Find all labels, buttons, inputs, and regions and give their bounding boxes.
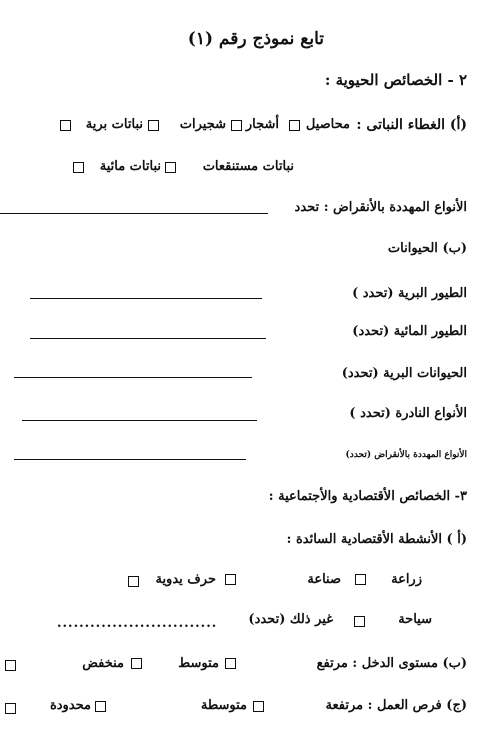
- rare-species-label: الأنواع النادرة (تحدد ): [349, 406, 467, 421]
- other-activity-label: غير ذلك (تحدد): [248, 612, 333, 627]
- vegetation-cover-label: (أ) الغطاء النباتى :: [356, 117, 467, 133]
- water-birds-field[interactable]: [30, 338, 266, 339]
- shrubs-option-label: شجيرات: [179, 117, 226, 132]
- section-2-heading: ٢ - الخصائص الحيوية :: [324, 71, 467, 89]
- job-opportunities-label: (ج) فرص العمل : مرتفعة: [325, 698, 467, 713]
- crops-checkbox[interactable]: [289, 120, 300, 131]
- endangered-animals-field[interactable]: [14, 459, 246, 460]
- jobs-medium-label: متوسطة: [200, 698, 247, 713]
- wild-animals-label: الحيوانات البرية (تحدد): [341, 366, 467, 381]
- income-low-checkbox[interactable]: [5, 660, 16, 671]
- land-birds-field[interactable]: [30, 298, 262, 299]
- trees-option-label: أشجار: [245, 117, 279, 132]
- rare-species-field[interactable]: [22, 420, 257, 421]
- industry-checkbox[interactable]: [225, 574, 236, 585]
- aquatic-plants-option-label: نباتات مائية: [99, 159, 161, 174]
- agriculture-checkbox[interactable]: [355, 574, 366, 585]
- jobs-limited-checkbox[interactable]: [5, 703, 16, 714]
- industry-option-label: صناعة: [307, 572, 341, 587]
- economic-activities-label: (أ ) الأنشطة الأقتصادية السائدة :: [286, 532, 467, 547]
- jobs-limited-label: محدودة: [49, 698, 91, 713]
- wild-plants-option-label: نباتات برية: [85, 117, 143, 132]
- trees-checkbox[interactable]: [231, 120, 242, 131]
- handicrafts-checkbox[interactable]: [128, 576, 139, 587]
- endangered-species-field[interactable]: [0, 213, 268, 214]
- marsh-plants-checkbox[interactable]: [165, 162, 176, 173]
- income-level-label: (ب) مستوى الدخل : مرتفع: [316, 656, 467, 671]
- wild-animals-field[interactable]: [14, 377, 252, 378]
- wild-plants-checkbox[interactable]: [60, 120, 71, 131]
- income-low-label: منخفض: [82, 656, 124, 671]
- water-birds-label: الطيور المائية (تحدد): [352, 324, 467, 339]
- income-medium-checkbox[interactable]: [131, 658, 142, 669]
- land-birds-label: الطيور البرية (تحدد ): [352, 286, 467, 301]
- animals-label: (ب) الحيوانات: [387, 241, 467, 256]
- income-medium-label: متوسط: [178, 656, 219, 671]
- aquatic-plants-checkbox[interactable]: [73, 162, 84, 173]
- section-3-heading: ٣- الخصائص الأقتصادية والأجتماعية :: [268, 489, 467, 504]
- endangered-animals-label: الأنواع المهددة بالأنقراض (تحدد): [345, 450, 467, 460]
- agriculture-option-label: زراعة: [391, 572, 422, 587]
- income-high-checkbox[interactable]: [225, 658, 236, 669]
- tourism-option-label: سياحة: [398, 612, 432, 627]
- handicrafts-option-label: حرف يدوية: [155, 572, 216, 587]
- crops-option-label: محاصيل: [305, 117, 350, 132]
- tourism-checkbox[interactable]: [354, 616, 365, 627]
- jobs-high-checkbox[interactable]: [253, 701, 264, 712]
- marsh-plants-option-label: نباتات مستنقعات: [202, 159, 294, 174]
- page-title: تابع نموذج رقم (١): [187, 29, 324, 49]
- shrubs-checkbox[interactable]: [148, 120, 159, 131]
- other-activity-dots[interactable]: .............................: [57, 616, 218, 631]
- jobs-medium-checkbox[interactable]: [95, 701, 106, 712]
- endangered-species-label: الأنواع المهددة بالأنقراض : تحدد: [294, 200, 467, 215]
